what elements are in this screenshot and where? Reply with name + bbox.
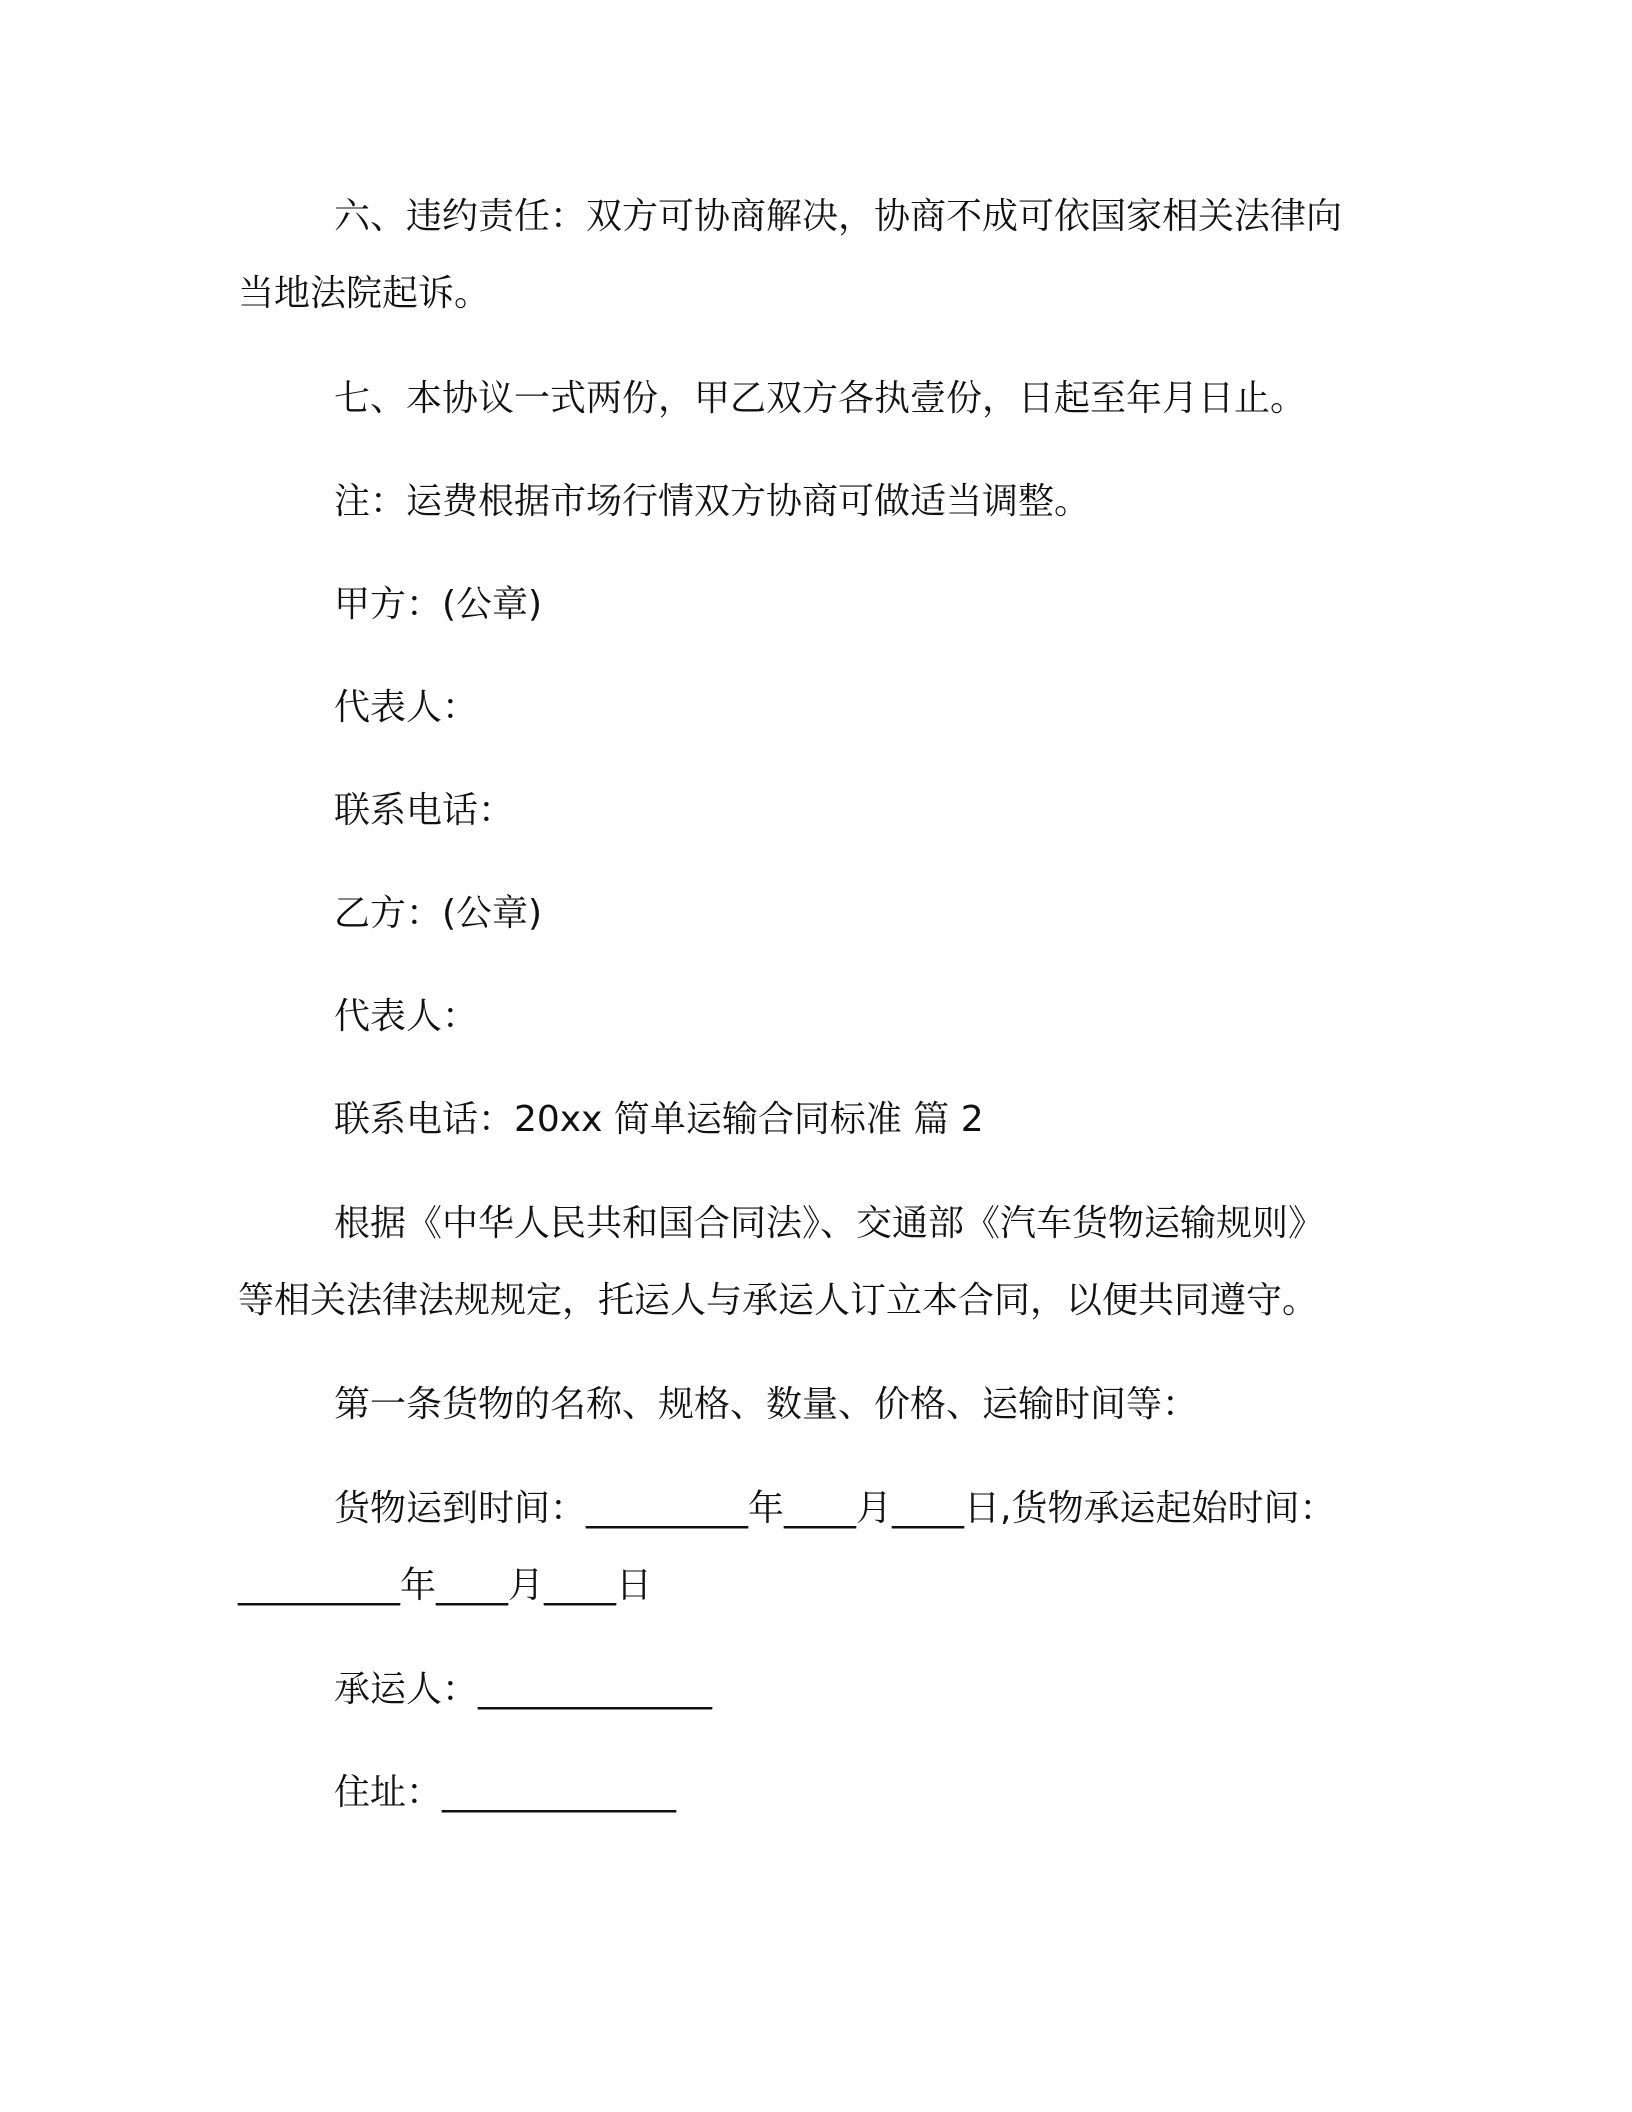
party-a-representative: [238, 669, 1378, 746]
paragraph-line: 第一条货物的名称、规格、数量、价格、运输时间等：: [334, 1384, 1199, 1425]
article-one-goods: [238, 1366, 1378, 1443]
paragraph-line: 七、本协议一式两份，甲乙双方各执壹份，日起至年月日止。: [334, 378, 1307, 419]
carrier-field: [238, 1651, 1378, 1728]
paragraph-line: 住址：_____________: [334, 1772, 677, 1813]
party-a-phone: [238, 772, 1378, 849]
party-b-seal: [238, 875, 1378, 952]
paragraph-line: 承运人：_____________: [334, 1669, 713, 1710]
address-field: [238, 1754, 1378, 1831]
party-b-phone-and-heading: [238, 1081, 1378, 1158]
paragraph-line: 联系电话：: [334, 790, 515, 831]
paragraph-line: 货物运到时间：_________年____月____日,货物承运起始时间：: [334, 1488, 1336, 1529]
paragraph-line: 代表人：: [334, 996, 479, 1037]
paragraph-line: 根据《中华人民共和国合同法》、交通部《汽车货物运输规则》: [334, 1203, 1325, 1244]
legal-basis-paragraph: [238, 1185, 1378, 1339]
freight-note: [238, 463, 1378, 540]
paragraph-line: 代表人：: [334, 687, 479, 728]
paragraph-line: 六、违约责任：双方可协商解决，协商不成可依国家相关法律向: [334, 196, 1343, 237]
paragraph-line: 甲方：(公章): [334, 584, 543, 625]
paragraph-line: 注：运费根据市场行情双方协商可做适当调整。: [334, 481, 1091, 522]
party-b-representative: [238, 978, 1378, 1055]
party-a-seal: [238, 566, 1378, 643]
delivery-time-fields: [238, 1470, 1378, 1624]
paragraph-line: 当地法院起诉。: [238, 273, 491, 314]
clause-seven-copies: [238, 360, 1378, 437]
paragraph-line: _________年____月____日: [238, 1565, 652, 1606]
paragraph-line: 等相关法律法规规定，托运人与承运人订立本合同，以便共同遵守。: [238, 1280, 1319, 1321]
paragraph-line: 乙方：(公章): [334, 893, 543, 934]
paragraph-line: 联系电话：20xx 简单运输合同标准 篇 2: [334, 1099, 984, 1140]
clause-six-breach-liability: [238, 178, 1378, 332]
